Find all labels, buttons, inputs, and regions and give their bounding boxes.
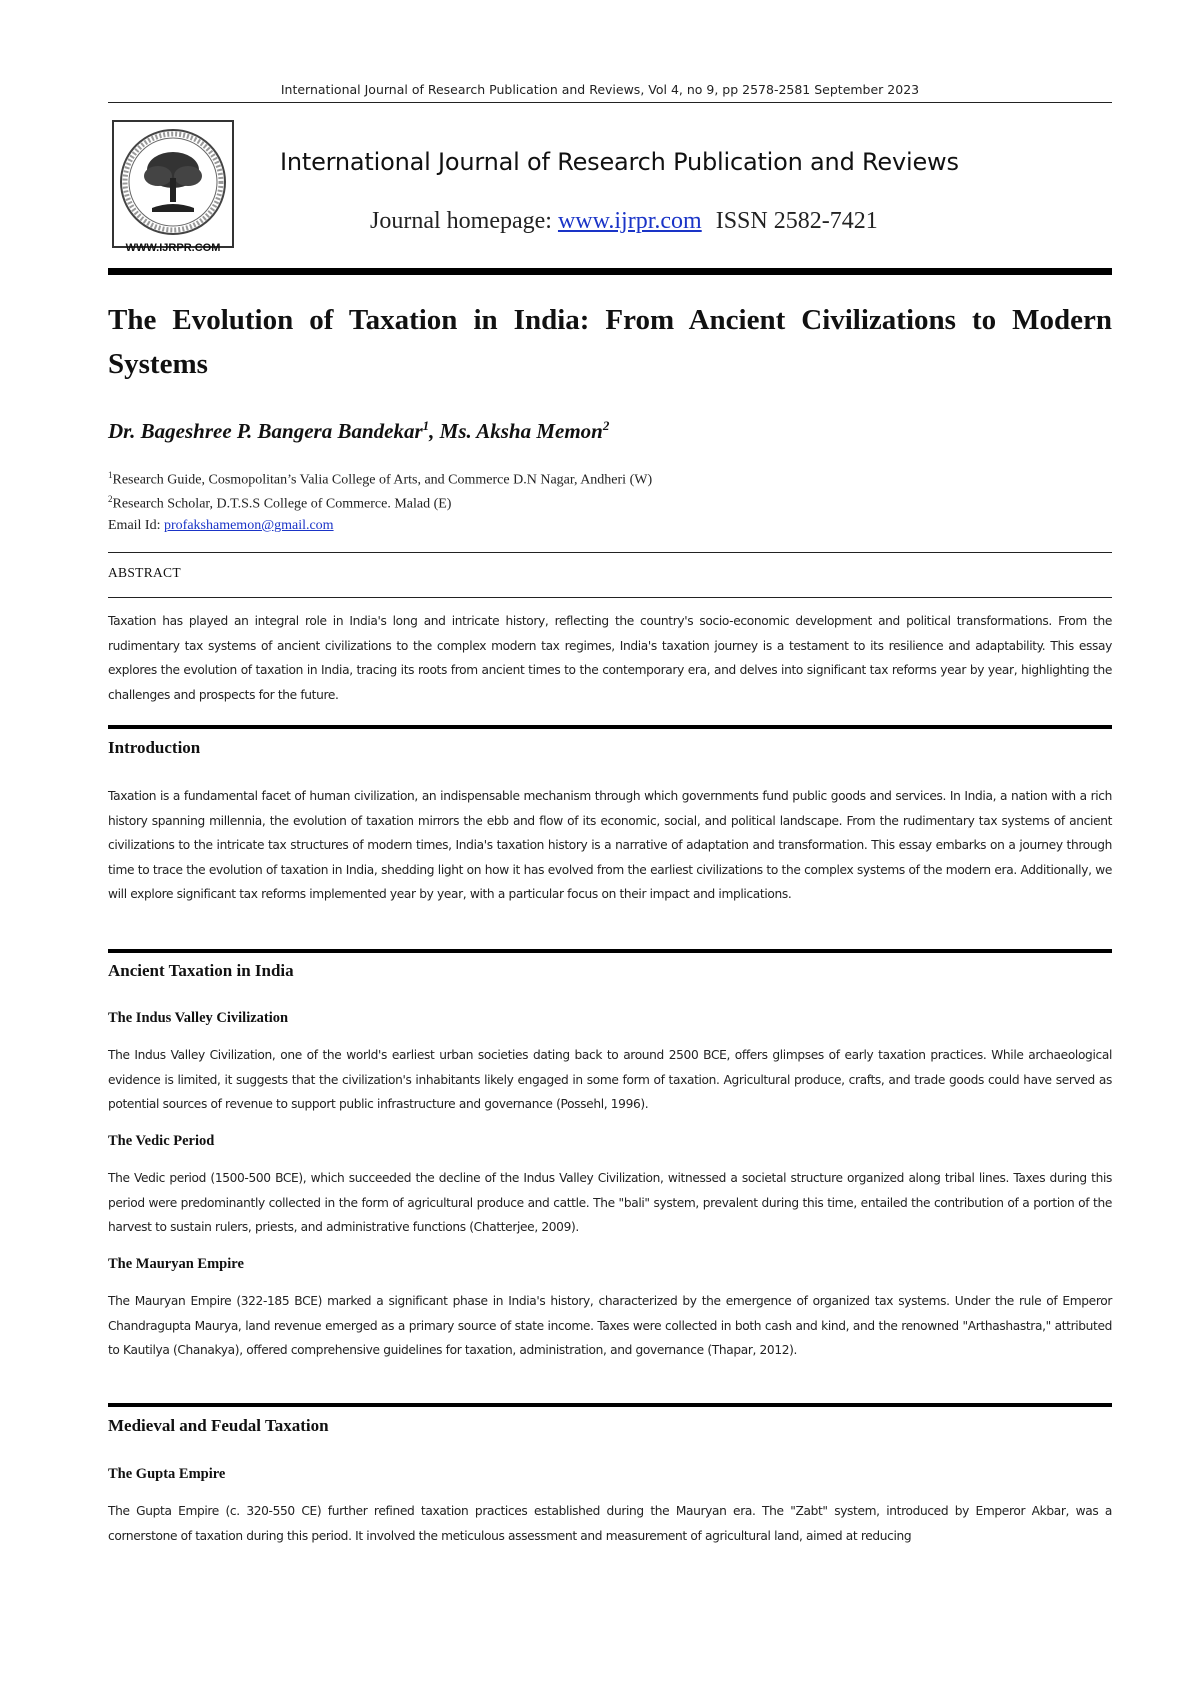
- author-separator: ,: [429, 419, 440, 443]
- issn: ISSN 2582-7421: [715, 208, 878, 234]
- affiliation-2: [108, 494, 451, 513]
- abstract-label-divider: [108, 597, 1112, 598]
- journal-homepage-line: [370, 208, 878, 235]
- affiliation-1: [108, 470, 652, 489]
- running-header: International Journal of Research Publication and Reviews, Vol 4, no 9, pp 2578-2581 September 2023: [280, 82, 920, 97]
- email-link[interactable]: profakshamemon@gmail.com: [164, 518, 334, 533]
- heading-ancient-taxation: Ancient Taxation in India: [108, 961, 294, 980]
- section-divider: [108, 1403, 1112, 1407]
- section-divider: [108, 725, 1112, 729]
- gupta-empire-text: The Gupta Empire (c. 320-550 CE) further refined taxation practices established during the Mauryan era. The "Zabt" system, introduced by Emperor Akbar, was a cornerstone of taxation during this period. It involved the meticulous assessment and measurement of agricultural land, aimed at reducing: [108, 1504, 1112, 1543]
- heading-mauryan-empire: The Mauryan Empire: [108, 1256, 244, 1272]
- author-sup-1: 1: [422, 418, 430, 433]
- vedic-period-text: The Vedic period (1500-500 BCE), which succeeded the decline of the Indus Valley Civilization, witnessed a societal structure organized along tribal lines. Taxes during this period were predominantly collected in the form of agricultural produce and cattle. The "bali" system, prevalent during this time, entailed the contribution of a portion of the harvest to sustain rulers, priests, and administrative functions (Chatterjee, 2009).: [108, 1171, 1112, 1234]
- affiliation-text-2: Research Scholar, D.T.S.S College of Commerce. Malad (E): [112, 496, 452, 512]
- affiliation-text-1: Research Guide, Cosmopolitan’s Valia College of Arts, and Commerce D.N Nagar, Andheri (W): [112, 472, 653, 488]
- introduction-text: Taxation is a fundamental facet of human civilization, an indispensable mechanism through which governments fund public goods and services. In India, a nation with a rich history spanning millennia, the evolution of taxation mirrors the ebb and flow of its economic, social, and political landscape. From the rudimentary tax systems of ancient civilizations to the intricate tax structures of modern times, India's taxation history is a narrative of adaptation and transformation. This essay embarks on a journey through time to trace the evolution of taxation in India, shedding light on how it has evolved from the earliest civilizations to the complex systems of the modern era. Additionally, we will explore significant tax reforms implemented year by year, with a particular focus on their impact and implications.: [108, 789, 1112, 901]
- homepage-label: Journal homepage:: [370, 208, 552, 234]
- heading-vedic-period: The Vedic Period: [108, 1133, 215, 1149]
- indus-valley-text: The Indus Valley Civilization, one of the world's earliest urban societies dating back to around 2500 BCE, offers glimpses of early taxation practices. While archaeological evidence is limited, it suggests that the civilization's inhabitants likely engaged in some form of taxation. Agricultural produce, crafts, and trade goods could have served as potential sources of revenue to support public infrastructure and governance (Possehl, 1996).: [108, 1048, 1112, 1111]
- affiliation-sup-1: 1: [108, 470, 113, 480]
- email-label: Email Id:: [108, 518, 164, 533]
- homepage-link[interactable]: www.ijrpr.com: [557, 208, 702, 234]
- author-name-1: Dr. Bageshree P. Bangera Bandekar: [108, 419, 423, 443]
- tree-seal-icon: [112, 120, 234, 248]
- masthead-divider: [108, 268, 1112, 275]
- heading-introduction: Introduction: [108, 738, 201, 757]
- author-line: [108, 418, 609, 444]
- abstract-text: Taxation has played an integral role in India's long and intricate history, reflecting the country's socio-economic development and political transformations. From the rudimentary tax systems of ancient civilizations to the complex modern tax regimes, India's taxation journey is a testament to its resilience and adaptability. This essay explores the evolution of taxation in India, tracing its roots from ancient times to the contemporary era, and delves into significant tax reforms year by year, highlighting the challenges and prospects for the future.: [108, 614, 1112, 702]
- mauryan-empire-text: The Mauryan Empire (322-185 BCE) marked a significant phase in India's history, characterized by the emergence of organized tax systems. Under the rule of Emperor Chandragupta Maurya, land revenue emerged as a primary source of state income. Taxes were collected in both cash and kind, and the renowned "Arthashastra," attributed to Kautilya (Chanakya), offered comprehensive guidelines for taxation, administration, and governance (Thapar, 2012).: [108, 1294, 1112, 1357]
- journal-name: International Journal of Research Publication and Reviews: [280, 148, 959, 176]
- email-line: [108, 518, 334, 534]
- author-name-2: Ms. Aksha Memon: [439, 419, 603, 443]
- heading-medieval-taxation: Medieval and Feudal Taxation: [108, 1416, 329, 1435]
- header-divider: [108, 102, 1112, 103]
- logo-url-text: WWW.IJRPR.COM: [125, 242, 221, 254]
- heading-gupta-empire: The Gupta Empire: [108, 1466, 226, 1482]
- paper-title: The Evolution of Taxation in India: From Ancient Civilizations to Modern Systems: [108, 304, 1112, 380]
- author-sup-2: 2: [602, 418, 610, 433]
- affiliation-sup-2: 2: [108, 494, 113, 504]
- section-divider: [108, 949, 1112, 953]
- abstract-heading: ABSTRACT: [108, 565, 181, 580]
- abstract-top-divider: [108, 552, 1112, 553]
- heading-indus-valley: The Indus Valley Civilization: [108, 1010, 289, 1026]
